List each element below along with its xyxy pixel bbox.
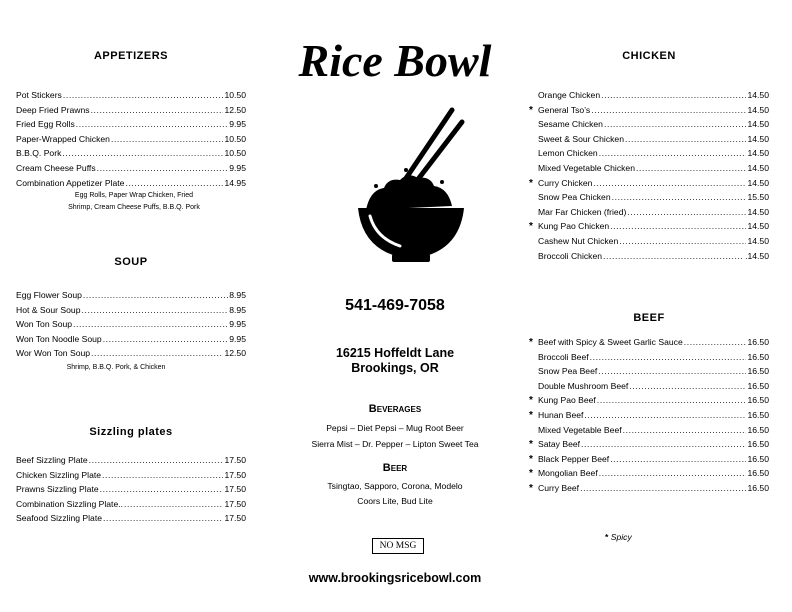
dot-leader xyxy=(83,288,228,303)
menu-item-price: 9.95 xyxy=(229,319,246,330)
menu-item-name: Beef Sizzling Plate xyxy=(16,455,88,465)
menu-item-name: Satay Beef xyxy=(538,439,581,450)
menu-item xyxy=(529,219,769,234)
spicy-mark: * xyxy=(529,409,533,421)
menu-item-price: 8.95 xyxy=(229,290,246,300)
appetizers-title: APPETIZERS xyxy=(93,50,169,62)
menu-item-name: Won Ton Noodle Soup xyxy=(16,333,102,344)
menu-item-name: Egg Flower Soup xyxy=(16,290,82,300)
menu-item-name: Seafood Sizzling Plate xyxy=(16,513,102,524)
website-link[interactable]: www.brookingsricebowl.com xyxy=(308,571,482,585)
menu-item-name: Beef with Spicy & Sweet Garlic Sauce xyxy=(538,337,683,347)
beverages-title: Beverages xyxy=(368,403,422,415)
menu-item-name: Orange Chicken xyxy=(538,90,601,100)
menu-item xyxy=(16,468,246,483)
dot-leader xyxy=(619,234,746,249)
menu-item-name: Mongolian Beef xyxy=(538,468,598,479)
menu-item-price: 12.50 xyxy=(224,104,246,115)
dot-leader xyxy=(610,219,746,234)
menu-item-price: 16.50 xyxy=(747,482,769,493)
menu-item xyxy=(16,332,246,347)
address-street: 16215 Hoffeldt Lane xyxy=(335,346,455,360)
menu-item xyxy=(529,481,769,496)
menu-item-price: 16.50 xyxy=(747,453,769,464)
menu-item-price: 17.50 xyxy=(224,455,246,465)
spicy-mark: * xyxy=(529,468,533,480)
menu-item-price: 14.50 xyxy=(747,104,769,115)
spicy-mark: * xyxy=(529,177,533,189)
menu-item xyxy=(529,146,769,161)
no-msg-badge: NO MSG xyxy=(372,538,424,554)
menu-item-name: Hunan Beef xyxy=(538,409,584,420)
dot-leader xyxy=(63,88,224,103)
dot-leader xyxy=(580,481,746,496)
beer-title: Beer xyxy=(382,462,408,474)
dot-leader xyxy=(97,161,229,176)
dot-leader xyxy=(581,437,746,452)
menu-item xyxy=(16,453,246,468)
menu-item xyxy=(16,482,246,497)
chicken-list xyxy=(529,88,769,263)
dot-leader xyxy=(610,452,746,467)
beer-line1: Tsingtao, Sapporo, Corona, Modelo xyxy=(327,481,463,491)
menu-item-price: 16.50 xyxy=(747,424,769,435)
spicy-mark: * xyxy=(529,104,533,116)
spicy-legend-text: Spicy xyxy=(610,532,632,542)
menu-item-name: Sweet & Sour Chicken xyxy=(538,133,624,144)
dot-leader xyxy=(100,482,224,497)
menu-item-name: Black Pepper Beef xyxy=(538,453,610,464)
menu-item xyxy=(16,176,246,191)
menu-item-price: 9.95 xyxy=(229,162,246,173)
brand-title: Rice Bowl xyxy=(298,35,492,86)
menu-item-name: Mar Far Chicken (fried) xyxy=(538,206,627,217)
menu-item xyxy=(529,176,769,191)
menu-item-name: Pot Stickers xyxy=(16,90,62,100)
menu-item xyxy=(529,249,769,264)
menu-item xyxy=(529,190,769,205)
menu-item-price: 14.50 xyxy=(747,235,769,246)
spicy-mark: * xyxy=(529,395,533,407)
dot-leader xyxy=(76,117,229,132)
appetizers-combo-note xyxy=(34,190,234,214)
dot-leader xyxy=(73,317,228,332)
menu-item-price: 16.50 xyxy=(747,380,769,391)
spicy-mark: * xyxy=(529,453,533,465)
soup-title: SOUP xyxy=(114,256,148,268)
spicy-mark: * xyxy=(529,482,533,494)
menu-item-name: Prawns Sizzling Plate xyxy=(16,484,99,495)
menu-item-price: 14.50 xyxy=(747,148,769,159)
menu-item xyxy=(529,234,769,249)
beer-list xyxy=(262,479,528,509)
menu-item xyxy=(529,88,769,103)
spicy-legend-mark: * xyxy=(605,532,609,542)
menu-item-price: 14.50 xyxy=(747,90,769,100)
menu-item-name: Chicken Sizzling Plate xyxy=(16,469,102,480)
menu-item xyxy=(529,423,769,438)
soup-note: Shrimp, B.B.Q. Pork, & Chicken xyxy=(66,364,166,371)
menu-item-price: 14.50 xyxy=(747,221,769,232)
menu-item-name: Curry Beef xyxy=(538,482,580,493)
menu-item-name: Curry Chicken xyxy=(538,177,593,188)
menu-item-price: 12.50 xyxy=(224,348,246,359)
menu-item-price: 10.50 xyxy=(224,133,246,144)
menu-item xyxy=(16,303,246,318)
beverages-line2: Sierra Mist – Dr. Pepper – Lipton Sweet Tea xyxy=(311,439,479,449)
soup-list xyxy=(16,288,246,361)
menu-item-price: 16.50 xyxy=(747,468,769,479)
menu-item xyxy=(16,288,246,303)
dot-leader xyxy=(604,117,747,132)
menu-item-price: 16.50 xyxy=(747,366,769,377)
menu-item-price: 14.50 xyxy=(747,177,769,188)
menu-item xyxy=(529,132,769,147)
menu-item-price: 17.50 xyxy=(224,484,246,495)
dot-leader xyxy=(62,146,223,161)
menu-item xyxy=(16,132,246,147)
spicy-mark: * xyxy=(529,439,533,451)
menu-item xyxy=(529,117,769,132)
menu-item-price: 10.50 xyxy=(224,148,246,159)
menu-item xyxy=(16,103,246,118)
combo-note-line2: Shrimp, Cream Cheese Puffs, B.B.Q. Pork xyxy=(68,204,200,211)
sizzling-title: Sizzling plates xyxy=(89,426,173,438)
dot-leader xyxy=(91,346,223,361)
menu-item-name: Double Mushroom Beef xyxy=(538,380,629,391)
menu-item-price: 16.50 xyxy=(747,439,769,450)
dot-leader xyxy=(598,364,746,379)
menu-item-price: 17.50 xyxy=(224,498,246,509)
menu-item-price: 17.50 xyxy=(224,513,246,524)
menu-item-price: 9.95 xyxy=(229,119,246,130)
menu-item-price: 8.95 xyxy=(229,304,246,315)
dot-leader xyxy=(597,393,747,408)
menu-item xyxy=(529,103,769,118)
menu-item-price: 16.50 xyxy=(747,337,769,347)
menu-item xyxy=(16,146,246,161)
menu-item-name: Snow Pea Beef xyxy=(538,366,598,377)
menu-item-price: 14.50 xyxy=(747,133,769,144)
dot-leader xyxy=(125,176,223,191)
menu-item xyxy=(529,466,769,481)
menu-item-name: Snow Pea Chicken xyxy=(538,192,611,203)
menu-item-price: 14.95 xyxy=(224,177,246,188)
address-block xyxy=(262,346,528,376)
dot-leader xyxy=(593,176,746,191)
dot-leader xyxy=(627,205,746,220)
menu-item-price: 10.50 xyxy=(224,90,246,100)
menu-item xyxy=(16,511,246,526)
menu-item xyxy=(16,88,246,103)
menu-item-name: Won Ton Soup xyxy=(16,319,73,330)
dot-leader xyxy=(599,466,747,481)
beef-list xyxy=(529,335,769,496)
beverages-line1: Pepsi – Diet Pepsi – Mug Root Beer xyxy=(326,423,464,433)
menu-item-name: Broccoli Beef xyxy=(538,351,589,362)
dot-leader xyxy=(103,332,229,347)
menu-item-name: Cashew Nut Chicken xyxy=(538,235,619,246)
menu-item-name: Mixed Vegetable Beef xyxy=(538,424,622,435)
dot-leader xyxy=(111,132,224,147)
menu-item-name: Combination Appetizer Plate xyxy=(16,177,125,188)
combo-note-line1: Egg Rolls, Paper Wrap Chicken, Fried xyxy=(74,192,194,199)
dot-leader xyxy=(89,453,224,468)
menu-item xyxy=(529,393,769,408)
menu-item-name: Kung Pao Beef xyxy=(538,395,596,406)
menu-item-price: 16.50 xyxy=(747,409,769,420)
menu-item xyxy=(529,379,769,394)
dot-leader xyxy=(623,423,747,438)
menu-item-price: 14.50 xyxy=(747,206,769,217)
address-city: Brookings, OR xyxy=(351,361,439,375)
menu-item-name: Fried Egg Rolls xyxy=(16,119,75,130)
menu-item xyxy=(529,161,769,176)
dot-leader xyxy=(612,190,747,205)
spicy-mark: * xyxy=(529,337,533,348)
dot-leader xyxy=(684,335,747,350)
dot-leader xyxy=(103,511,223,526)
beer-line2: Coors Lite, Bud Lite xyxy=(357,496,433,506)
menu-item xyxy=(16,161,246,176)
menu-item xyxy=(16,317,246,332)
beverages-list xyxy=(262,420,528,452)
menu-item-name: Sesame Chicken xyxy=(538,119,603,130)
menu-item-name: Combination Sizzling Plate.. xyxy=(16,498,123,509)
chicken-title: CHICKEN xyxy=(622,50,676,62)
menu-item-name: Paper-Wrapped Chicken xyxy=(16,133,110,144)
menu-item-name: Cream Cheese Puffs xyxy=(16,162,96,173)
menu-item-price: 9.95 xyxy=(229,333,246,344)
menu-item-price: 17.50 xyxy=(224,469,246,480)
appetizers-list xyxy=(16,88,246,190)
menu-item xyxy=(529,364,769,379)
dot-leader xyxy=(625,132,747,147)
menu-item-name: Mixed Vegetable Chicken xyxy=(538,162,635,173)
spicy-legend xyxy=(605,532,632,542)
menu-item-name: Hot & Sour Soup xyxy=(16,304,81,315)
menu-item-price: .14.50 xyxy=(745,250,769,261)
menu-item-price: 16.50 xyxy=(747,395,769,406)
menu-item-name: B.B.Q. Pork xyxy=(16,148,62,159)
dot-leader xyxy=(91,103,224,118)
dot-leader xyxy=(124,497,223,512)
menu-item xyxy=(529,452,769,467)
rice-bowl-icon xyxy=(356,106,466,266)
menu-item xyxy=(529,437,769,452)
menu-item-name: Wor Won Ton Soup xyxy=(16,348,91,359)
menu-item-name: General Tso’s xyxy=(538,104,591,115)
dot-leader xyxy=(590,350,747,365)
menu-item-price: 15.50 xyxy=(747,192,769,203)
dot-leader xyxy=(599,146,747,161)
dot-leader xyxy=(591,103,746,118)
dot-leader xyxy=(82,303,229,318)
menu-item-price: 14.50 xyxy=(747,162,769,173)
beef-title: BEEF xyxy=(633,312,665,324)
spicy-mark: * xyxy=(529,221,533,233)
dot-leader xyxy=(636,161,747,176)
menu-item xyxy=(529,205,769,220)
menu-item xyxy=(529,335,769,350)
menu-item xyxy=(529,408,769,423)
menu-item-name: Kung Pao Chicken xyxy=(538,221,610,232)
dot-leader xyxy=(601,88,746,103)
menu-item xyxy=(16,346,246,361)
menu-item-price: 16.50 xyxy=(747,351,769,362)
phone-number: 541-469-7058 xyxy=(345,297,445,314)
menu-item-price: 14.50 xyxy=(747,119,769,130)
menu-item-name: Broccoli Chicken xyxy=(538,250,602,261)
dot-leader xyxy=(603,249,744,264)
menu-item xyxy=(16,117,246,132)
sizzling-list xyxy=(16,453,246,526)
menu-item-name: Deep Fried Prawns xyxy=(16,104,90,115)
menu-item xyxy=(529,350,769,365)
menu-item xyxy=(16,497,246,512)
dot-leader xyxy=(102,468,223,483)
dot-leader xyxy=(629,379,746,394)
menu-item-name: Lemon Chicken xyxy=(538,148,598,159)
dot-leader xyxy=(584,408,746,423)
